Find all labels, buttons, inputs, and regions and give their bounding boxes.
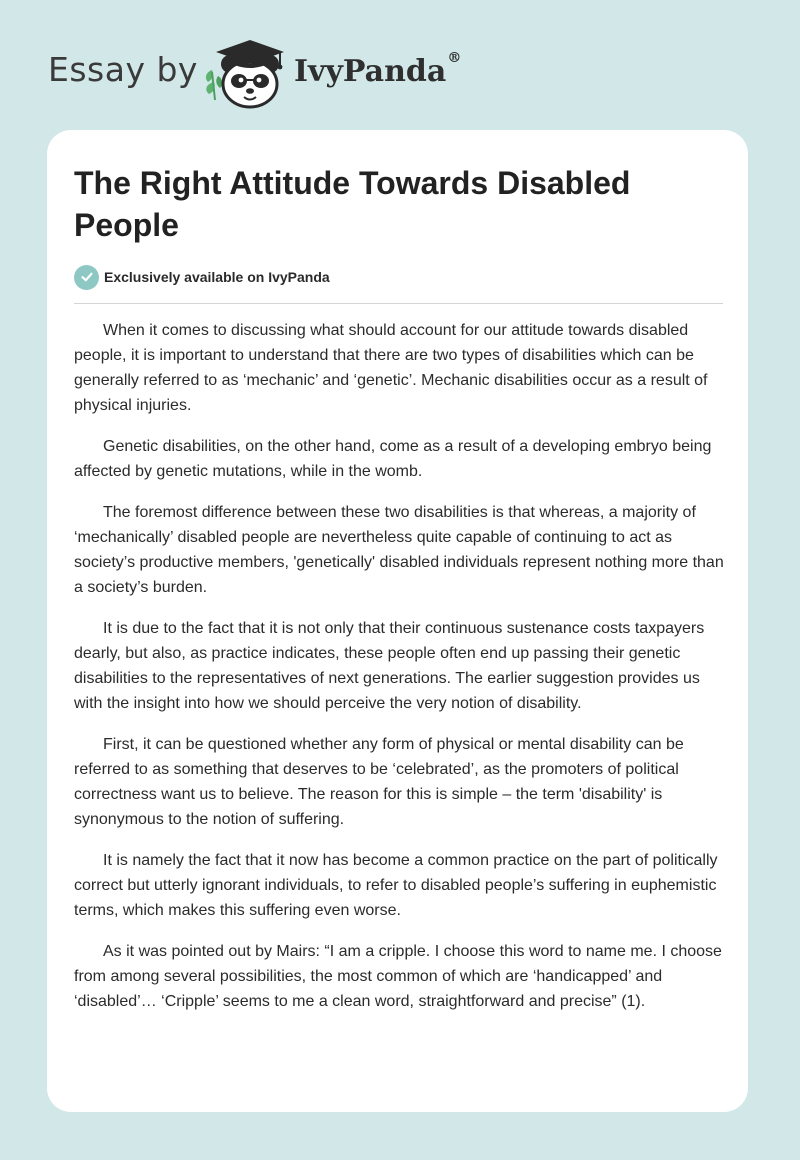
registered-mark: ® [447, 50, 462, 66]
essay-body [74, 318, 727, 1030]
paragraph: The foremost difference between these two disabilities is that whereas, a majority of ‘mechanically’ disabled people are nevertheless quite capable of continuing to act as society’s productive members, 'genetically' disabled individuals represent nothing more than a society’s burden. [74, 504, 724, 596]
divider [74, 303, 723, 304]
check-circle-icon [74, 265, 99, 290]
exclusive-badge [74, 264, 330, 290]
paragraph: It is due to the fact that it is not only that their continuous sustenance costs taxpayers dearly, but also, as practice indicates, these people often end up passing their genetic disabilities to the representatives of next generations. The earlier suggestion provides us with the insight into how we should perceive the very notion of disability. [74, 620, 705, 712]
exclusive-label: Exclusively available on IvyPanda [104, 269, 330, 285]
brand-name[interactable] [294, 50, 462, 89]
paragraph: It is namely the fact that it now has become a common practice on the part of politically correct but utterly ignorant individuals, to refer to disabled people’s suffering in euphemistic terms, which makes this suffering even worse. [74, 852, 718, 919]
site-header [48, 34, 528, 110]
paragraph: First, it can be questioned whether any form of physical or mental disability can be referred to as something that deserves to be ‘celebrated’, as the promoters of political correctness want us to believe. The reason for this is simple – the term 'disability' is synonymous to the notion of suffering. [74, 736, 684, 828]
essay-title: The Right Attitude Towards Disabled People [74, 165, 631, 243]
paragraph: As it was pointed out by Mairs: “I am a cripple. I choose this word to name me. I choose from among several possibilities, the most common of which are ‘handicapped’ and ‘disabled’… ‘Cripple’ seems to me a clean word, straightforward and precise” (1). [74, 943, 722, 1010]
brand-text: IvyPanda [294, 54, 447, 89]
paragraph: When it comes to discussing what should account for our attitude towards disabled people, it is important to understand that there are two types of disabilities which can be generally referred to as ‘mechanic’ and ‘genetic’. Mechanic disabilities occur as a result of physical injuries. [74, 322, 708, 414]
essay-by-label: Essay by [48, 50, 198, 89]
essay-card [47, 130, 748, 1112]
paragraph: Genetic disabilities, on the other hand, come as a result of a developing embryo being affected by genetic mutations, while in the womb. [74, 438, 712, 480]
leaf-icon [206, 70, 222, 100]
panda-graduate-icon[interactable] [200, 34, 290, 110]
